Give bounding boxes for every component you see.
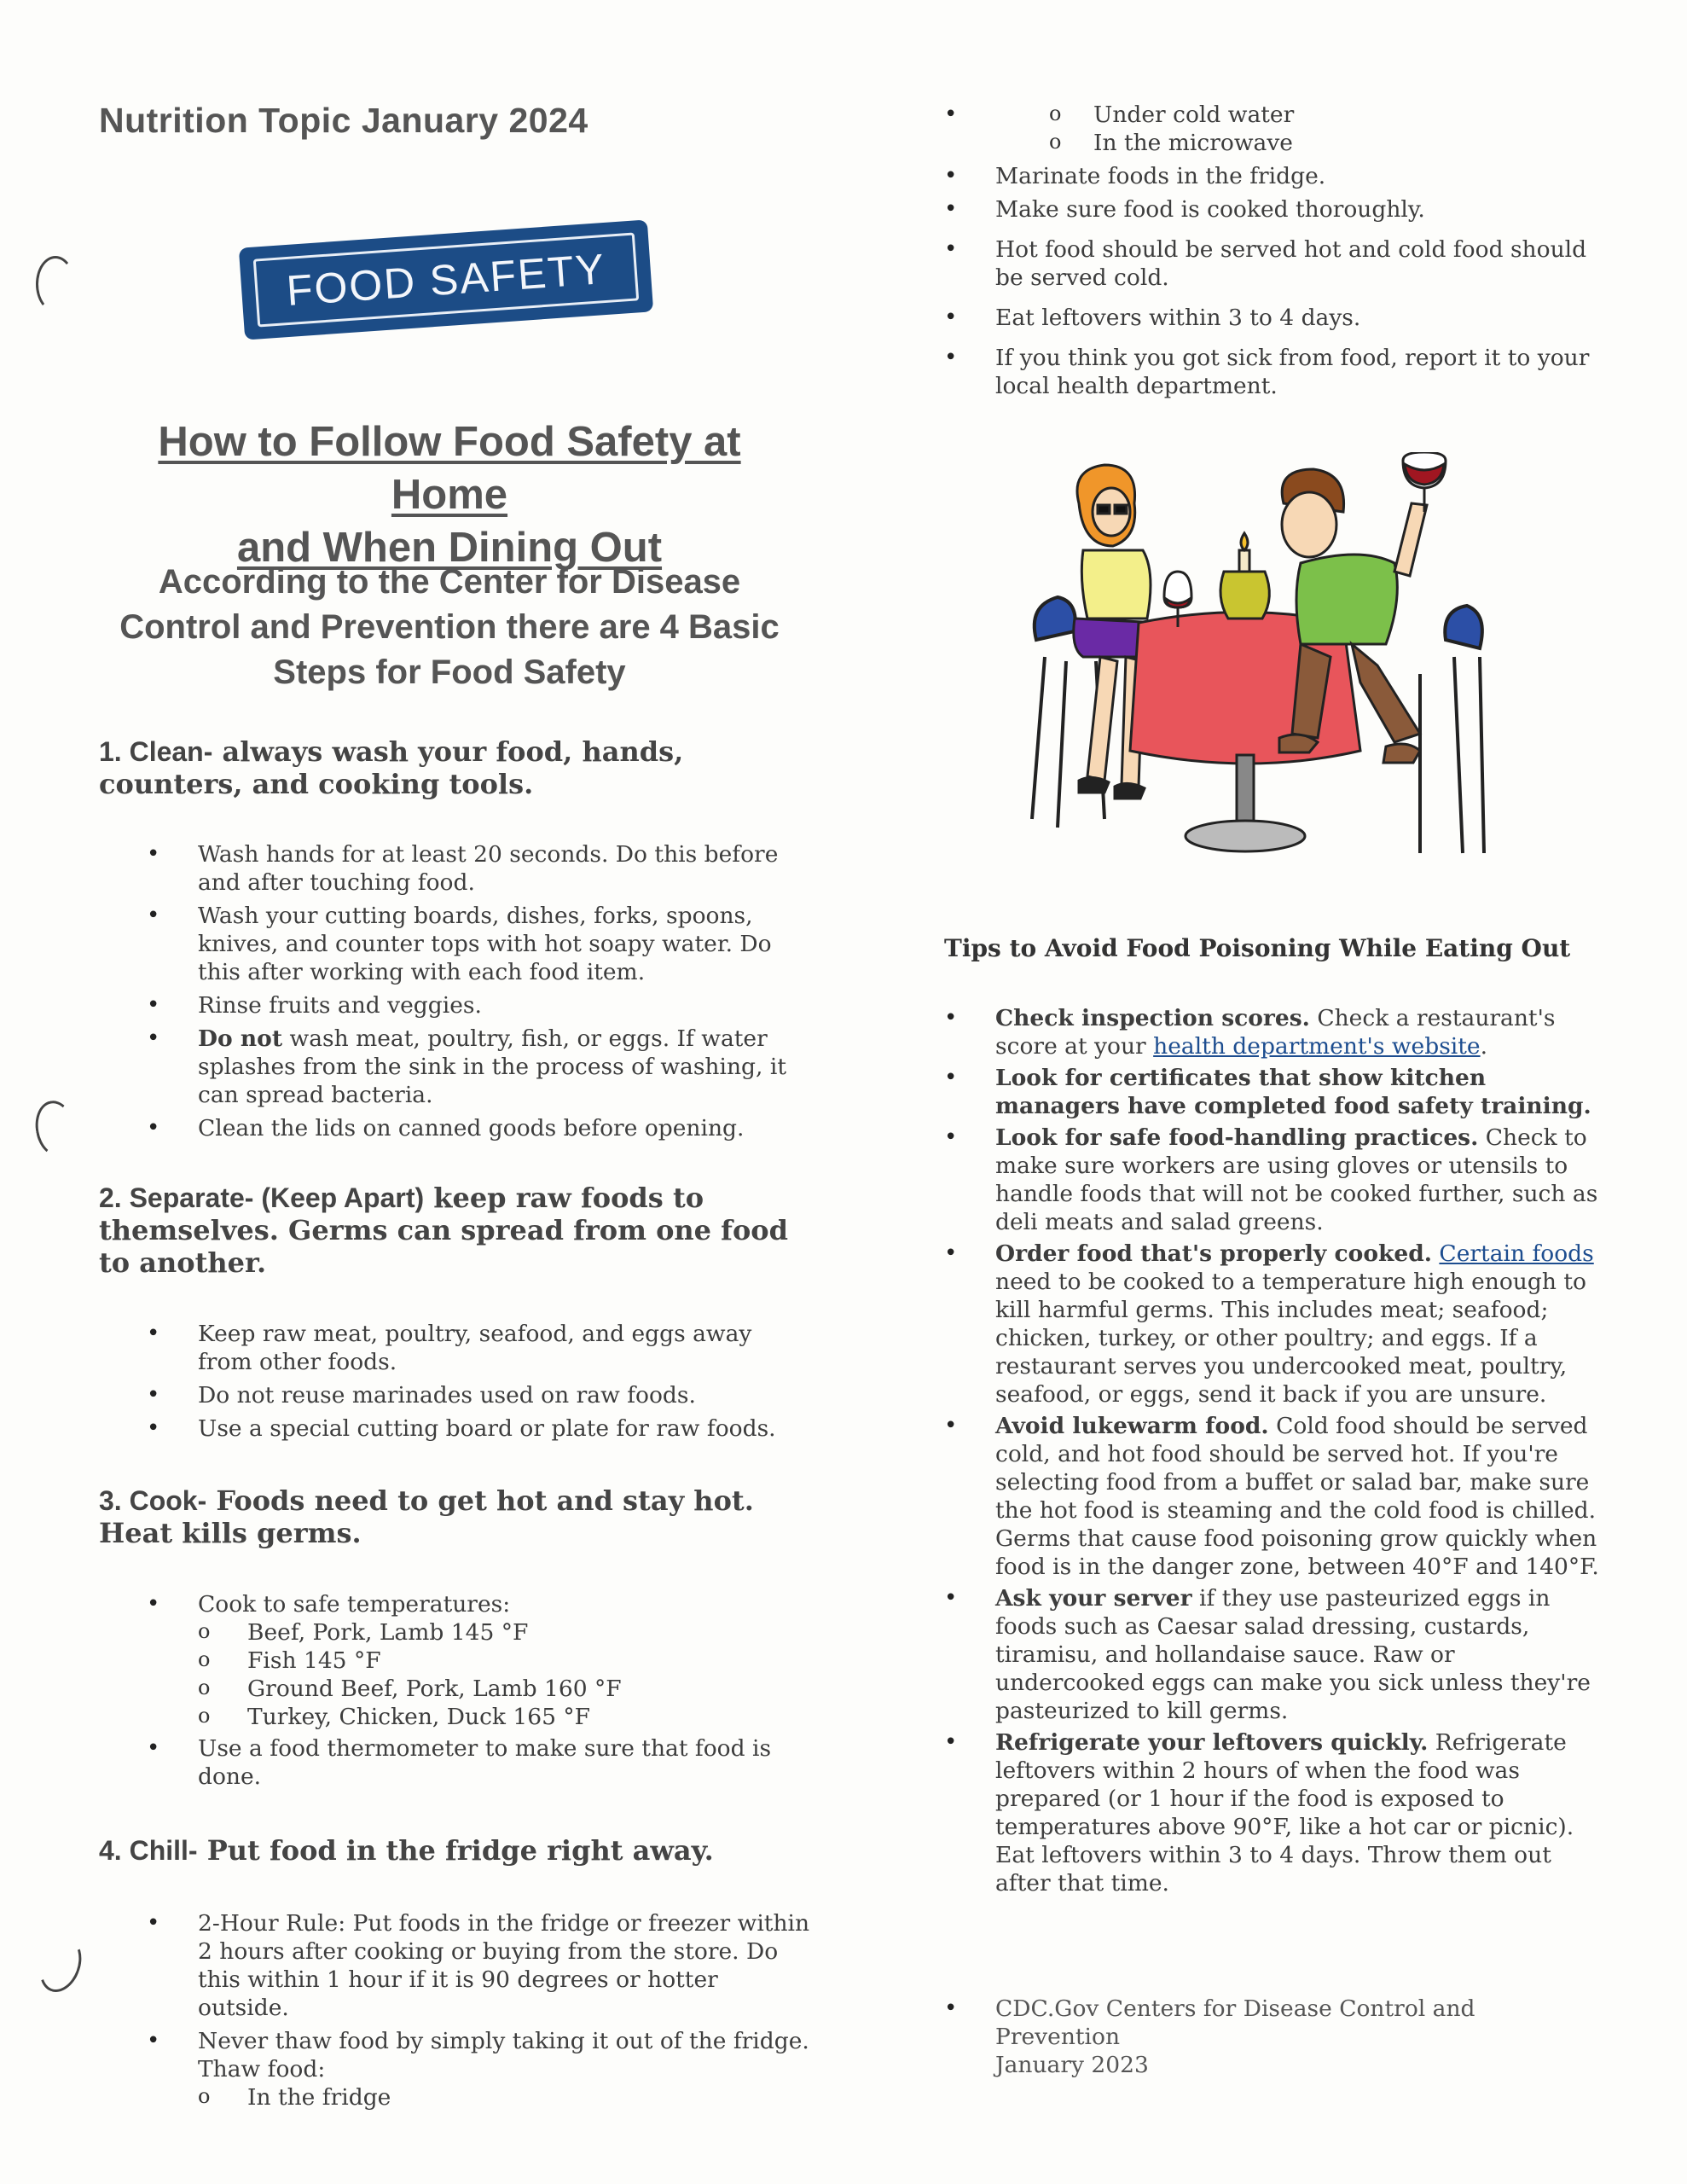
list-item: • Clean the lids on canned goods before opening. — [147, 1114, 803, 1142]
list-item: • Keep raw meat, poultry, seafood, and eggs away from other foods. — [147, 1320, 803, 1376]
list-item: • Check inspection scores. Check a restaurant's score at your health department's website. — [944, 1004, 1601, 1060]
subtitle — [96, 560, 803, 695]
list-item: • Ask your server if they use pasteurized eggs in foods such as Caesar salad dressing, custards, tiramisu, and hollandaise sauce. Raw or undercooked eggs can make you sick unless they're pasteurized to kill germs. — [944, 1584, 1601, 1725]
list-item: • Hot food should be served hot and cold food should be served cold. — [944, 235, 1601, 292]
dining-couple-illustration — [1019, 452, 1497, 870]
list-item: • Use a special cutting board or plate for raw foods. — [147, 1414, 803, 1443]
binder-ring-mark — [32, 1931, 89, 1998]
list-item: • Wash hands for at least 20 seconds. Do this before and after touching food. — [147, 840, 803, 897]
sub-list-item: o In the microwave — [944, 129, 1601, 157]
list-item: • Do not reuse marinades used on raw foods. — [147, 1381, 803, 1409]
list-item: • Never thaw food by simply taking it out of the fridge. Thaw food: o In the fridge — [147, 2027, 812, 2111]
list-item: • Look for safe food-handling practices. Check to make sure workers are using gloves or utensils to handle foods that will not be cooked further, such as deli meats and salad greens. — [944, 1124, 1601, 1236]
list-item: • Rinse fruits and veggies. — [147, 991, 803, 1019]
stamp-text: FOOD SAFETY — [253, 232, 639, 327]
list-item: • Order food that's properly cooked. Certain foods need to be cooked to a temperature high enough to kill harmful germs. This includes meat; seafood; chicken, turkey, or other poultry; and eggs. If a restaurant serves you undercooked meat, poultry, seafood, or eggs, send it back if you are unsure. — [944, 1240, 1601, 1409]
list-item: • 2-Hour Rule: Put foods in the fridge or freezer within 2 hours after cooking or buying from the store. Do this within 1 hour if it is 90 degrees or hotter outside. — [147, 1909, 812, 2022]
subtitle-line-2: Control and Prevention there are 4 Basic — [119, 608, 780, 646]
clean-list — [147, 840, 803, 1142]
list-item: • Do not wash meat, poultry, fish, or eggs. If water splashes from the sink in the process of washing, it can spread bacteria. — [147, 1025, 803, 1109]
thaw-list — [147, 2083, 812, 2111]
thaw-list-continued — [944, 101, 1601, 400]
sub-list-item: o Beef, Pork, Lamb 145 °F — [147, 1618, 803, 1647]
main-title — [96, 415, 803, 574]
list-continuation — [944, 101, 1601, 157]
source-list — [944, 1995, 1601, 2079]
food-safety-stamp — [242, 224, 650, 337]
sub-list-item: o Ground Beef, Pork, Lamb 160 °F — [147, 1675, 803, 1703]
separate-list — [147, 1320, 803, 1443]
binder-ring-mark — [36, 256, 75, 312]
list-item: • Wash your cutting boards, dishes, forks, spoons, knives, and counter tops with hot soapy water. Do this after working with each food item. — [147, 902, 803, 986]
candle-bottle — [1220, 533, 1269, 619]
list-item: • Cook to safe temperatures: o Beef, Pork, Lamb 145 °F o Fish 145 °F o Ground Beef, Pork, Lamb 160 °F o Turkey, Chicken, Duck 165 °F — [147, 1590, 803, 1731]
section-separate-heading: 2. Separate- (Keep Apart) keep raw foods to themselves. Germs can spread from one food to another. — [99, 1182, 788, 1279]
temperature-list — [147, 1618, 803, 1731]
wine-glass-right — [1403, 452, 1446, 512]
tips-list — [944, 1004, 1601, 1897]
certain-foods-link[interactable]: Certain foods — [1439, 1240, 1594, 1267]
chill-list — [147, 1909, 812, 2111]
table — [1130, 613, 1360, 852]
source-citation: • CDC.Gov Centers for Disease Control and Prevention January 2023 — [944, 1995, 1601, 2079]
list-item: • Eat leftovers within 3 to 4 days. — [944, 304, 1601, 332]
right-chair — [1420, 606, 1484, 853]
section-chill-heading: 4. Chill- Put food in the fridge right away. — [99, 1834, 714, 1867]
main-title-line-2: and When Dining Out — [236, 525, 663, 571]
page-title: Nutrition Topic January 2024 — [99, 101, 588, 140]
list-item: • Use a food thermometer to make sure that food is done. — [147, 1734, 803, 1791]
section-cook-heading: 3. Cook- Foods need to get hot and stay hot. Heat kills germs. — [99, 1484, 754, 1549]
sub-list-item: o In the fridge — [147, 2083, 812, 2111]
sub-list-item: o Turkey, Chicken, Duck 165 °F — [147, 1703, 803, 1731]
health-department-link[interactable]: health department's website — [1153, 1033, 1481, 1060]
thaw-sublist — [944, 101, 1601, 157]
subtitle-line-3: Steps for Food Safety — [273, 653, 626, 691]
section-clean-heading: 1. Clean- always wash your food, hands, counters, and cooking tools. — [99, 735, 684, 800]
cook-list — [147, 1590, 803, 1791]
tips-heading: Tips to Avoid Food Poisoning While Eating Out — [944, 934, 1571, 962]
binder-ring-mark — [32, 1098, 80, 1160]
sub-list-item: o Fish 145 °F — [147, 1647, 803, 1675]
subtitle-line-1: According to the Center for Disease — [158, 563, 741, 601]
list-item: • Marinate foods in the fridge. — [944, 162, 1601, 190]
list-item: • Look for certificates that show kitchen managers have completed food safety training. — [944, 1064, 1601, 1120]
main-title-line-1: How to Follow Food Safety at Home — [158, 419, 741, 518]
sub-list-item: o • Under cold water — [944, 101, 1601, 129]
list-item: • If you think you got sick from food, report it to your local health department. — [944, 344, 1601, 400]
list-item: • Make sure food is cooked thoroughly. — [944, 195, 1601, 224]
list-item: • Avoid lukewarm food. Cold food should be served cold, and hot food should be served hot. If you're selecting food from a buffet or salad bar, make sure the hot food is steaming and the cold food is chilled. Germs that cause food poisoning grow quickly when food is in the danger zone, between 40°F and 140°F. — [944, 1412, 1601, 1581]
list-item: • Refrigerate your leftovers quickly. Refrigerate leftovers within 2 hours of when the food was prepared (or 1 hour if the food is exposed to temperatures above 90°F, like a hot car or picnic). Eat leftovers within 3 to 4 days. Throw them out after that time. — [944, 1728, 1601, 1897]
